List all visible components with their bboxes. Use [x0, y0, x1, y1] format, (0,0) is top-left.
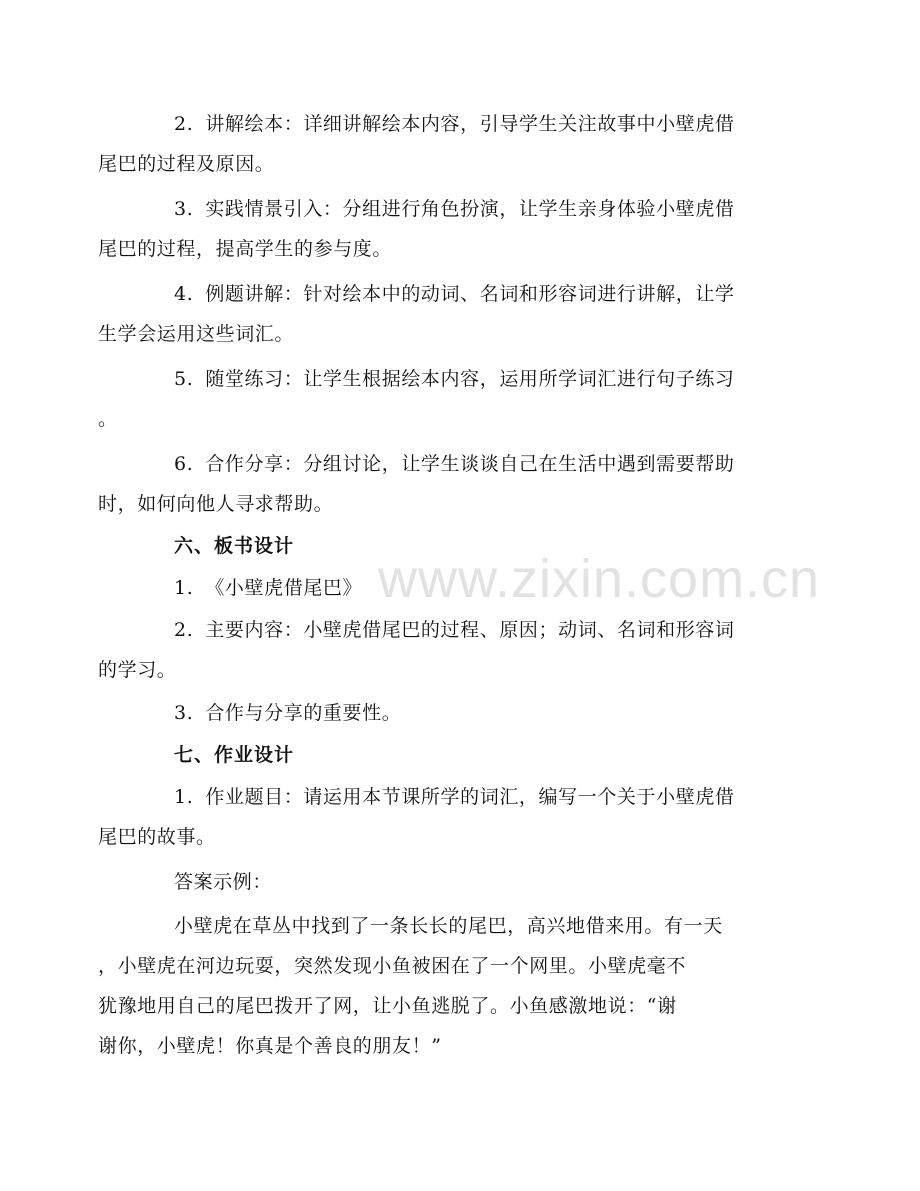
item-text: 《小壁虎借尾巴》 — [205, 577, 363, 599]
item-text: 讲解绘本：详细讲解绘本内容，引导学生关注故事中小壁虎借 — [205, 113, 735, 135]
item-text-cont: 的学习。 — [98, 659, 177, 681]
item-number: 5. — [174, 368, 194, 390]
list-item — [98, 777, 784, 857]
answer-line: ，小壁虎在河边玩耍，突然发现小鱼被困在了一个网里。小壁虎毫不 — [98, 955, 687, 977]
item-number: 4. — [174, 283, 194, 305]
item-text-cont: 尾巴的过程及原因。 — [98, 153, 275, 175]
answer-line: 小壁虎在草丛中找到了一条长长的尾巴，高兴地借来用。有一天 — [174, 915, 723, 937]
item-number: 2. — [174, 113, 194, 135]
item-text-cont: 。 — [98, 408, 118, 430]
item-text: 作业题目：请运用本节课所学的词汇，编写一个关于小壁虎借 — [205, 786, 735, 808]
item-text-cont: 时，如何向他人寻求帮助。 — [98, 493, 334, 515]
watermark: www.zixin.com.cn — [378, 549, 821, 609]
list-item — [98, 444, 784, 524]
item-text: 随堂练习：让学生根据绘本内容，运用所学词汇进行句子练习 — [205, 368, 735, 390]
item-number: 3. — [174, 702, 194, 724]
item-text-cont: 尾巴的过程，提高学生的参与度。 — [98, 238, 393, 260]
list-item — [98, 189, 784, 269]
document-body — [98, 104, 784, 1066]
section-heading: 六、板书设计 — [174, 535, 295, 557]
item-number: 2. — [174, 619, 194, 641]
item-text: 实践情景引入：分组进行角色扮演，让学生亲身体验小壁虎借 — [205, 198, 735, 220]
item-text: 合作分享：分组讨论，让学生谈谈自己在生活中遇到需要帮助 — [205, 453, 735, 475]
answer-paragraph — [98, 906, 784, 1066]
item-text-cont: 生学会运用这些词汇。 — [98, 323, 295, 345]
list-item — [98, 610, 784, 690]
list-item — [136, 693, 784, 733]
item-number: 6. — [174, 453, 194, 475]
item-text-cont: 尾巴的故事。 — [98, 826, 216, 848]
item-text: 主要内容：小壁虎借尾巴的过程、原因；动词、名词和形容词 — [205, 619, 735, 641]
answer-line: 谢你，小壁虎！你真是个善良的朋友！” — [98, 1035, 442, 1057]
answer-label: 答案示例： — [174, 871, 273, 893]
item-number: 1. — [174, 577, 194, 599]
list-item — [98, 359, 784, 439]
item-number: 1. — [174, 786, 194, 808]
list-item — [136, 568, 784, 608]
item-number: 3. — [174, 198, 194, 220]
answer-line: 犹豫地用自己的尾巴拨开了网，让小鱼逃脱了。小鱼感激地说：“谢 — [98, 995, 677, 1017]
item-text: 例题讲解：针对绘本中的动词、名词和形容词进行讲解，让学 — [205, 283, 735, 305]
list-item — [98, 104, 784, 184]
item-text: 合作与分享的重要性。 — [205, 702, 402, 724]
section-heading: 七、作业设计 — [174, 744, 295, 766]
list-item — [98, 274, 784, 354]
